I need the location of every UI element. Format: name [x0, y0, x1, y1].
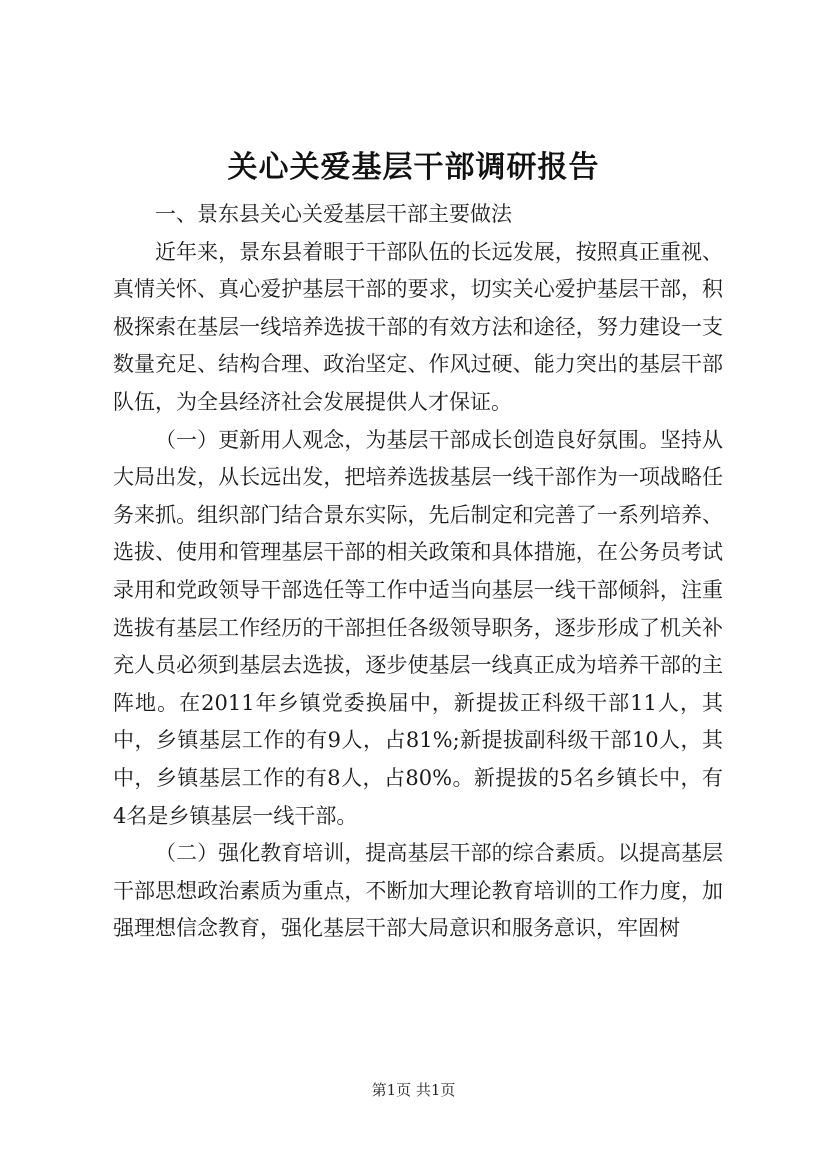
- paragraph-one: （一）更新用人观念，为基层干部成长创造良好氛围。坚持从大局出发，从长远出发，把培养选拔基层一线干部作为一项战略任务来抓。组织部门结合景东实际，先后制定和完善了一系列培养、选拔、使用和管理基层干部的相关政策和具体措施，在公务员考试录用和党政领导干部选任等工作中适当向基层一线干部倾斜，注重选拔有基层工作经历的干部担任各级领导职务，逐步形成了机关补充人员必须到基层去选拔，逐步使基层一线真正成为培养干部的主阵地。在2011年乡镇党委换届中，新提拔正科级干部11人，其中，乡镇基层工作的有9人，占81%;新提拔副科级干部10人，其中，乡镇基层工作的有8人，占80%。新提拔的5名乡镇长中，有4名是乡镇基层一线干部。: [113, 427, 723, 828]
- section-heading: 一、景东县关心关爱基层干部主要做法: [155, 202, 512, 226]
- document-body: [113, 196, 723, 948]
- paragraph-intro: 近年来，景东县着眼于干部队伍的长远发展，按照真正重视、真情关怀、真心爱护基层干部的要求，切实关心爱护基层干部，积极探索在基层一线培养选拔干部的有效方法和途径，努力建设一支数量充足、结构合理、政治坚定、作风过硬、能力突出的基层干部队伍，为全县经济社会发展提供人才保证。: [113, 239, 723, 414]
- document-title: 关心关爱基层干部调研报告: [227, 150, 600, 185]
- paragraph-two: （二）强化教育培训，提高基层干部的综合素质。以提高基层干部思想政治素质为重点，不断加大理论教育培训的工作力度，加强理想信念教育，强化基层干部大局意识和服务意识，牢固树: [113, 841, 723, 941]
- page-footer: 第1页 共1页: [371, 1081, 456, 1099]
